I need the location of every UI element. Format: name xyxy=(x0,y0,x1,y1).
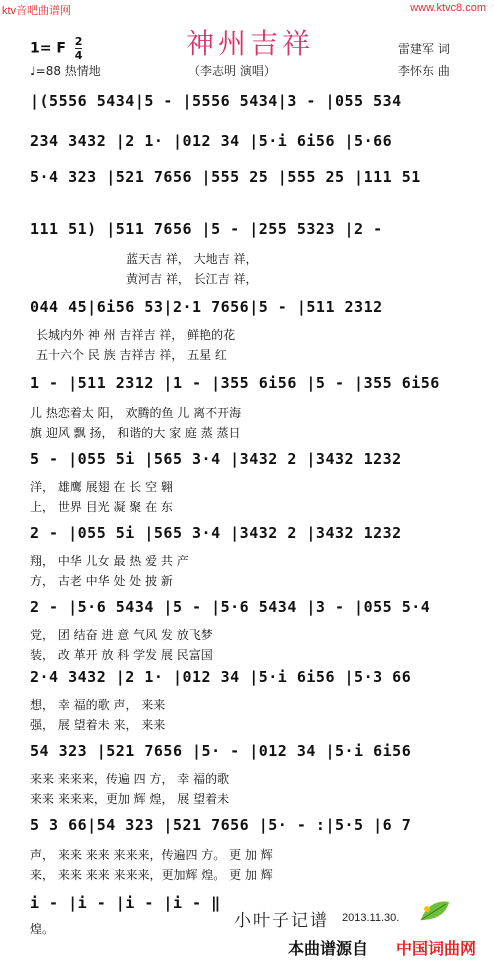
notation-line-2: 234 3432 |2 1· |012 34 |5·i 6i56 |5·66 xyxy=(30,132,393,150)
lyric-line-6: 旗 迎风 飘 扬， 和谐的大 家 庭 蒸 蒸日 xyxy=(30,426,241,440)
notation-line-7: 5 - |055 5i |565 3·4 |3432 2 |3432 1232 xyxy=(30,450,402,468)
lyric-line-18: 来， 来来 来来 来来来，更加辉 煌。 更 加 辉 xyxy=(30,868,273,882)
lyric-line-16: 来来 来来来，更加 辉 煌， 展 望着未 xyxy=(30,792,230,806)
notation-line-8: 2 - |055 5i |565 3·4 |3432 2 |3432 1232 xyxy=(30,524,402,542)
singer-credit: （李志明 演唱） xyxy=(188,64,276,78)
lyric-line-14: 强， 展 望着未 来， 来来 xyxy=(30,718,166,732)
notation-line-1: |(5556 5434|5 - |5556 5434|3 - |055 534 xyxy=(30,92,402,110)
lyric-line-1: 蓝天吉 祥， 大地吉 祥， xyxy=(126,252,258,266)
transcriber-signature: 小叶子记谱 xyxy=(234,911,329,931)
lyric-line-8: 上， 世界 目光 凝 聚 在 东 xyxy=(30,500,173,514)
notation-line-5: 044 45|6i56 53|2·1 7656|5 - |511 2312 xyxy=(30,298,383,316)
notation-line-3: 5·4 323 |521 7656 |555 25 |555 25 |111 51 xyxy=(30,168,421,186)
notation-line-4: 111 51) |511 7656 |5 - |255 5323 |2 - xyxy=(30,220,383,238)
notation-line-6: 1 - |511 2312 |1 - |355 6i56 |5 - |355 6i56 xyxy=(30,374,440,392)
time-signature xyxy=(75,36,83,61)
lyric-line-3: 长城内外 神 州 吉祥吉 祥， 鲜艳的花 xyxy=(36,328,236,342)
notation-line-12: 5 3 66|54 323 |521 7656 |5· - :|5·5 |6 7 xyxy=(30,816,412,834)
watermark-right: www.ktvc8.com xyxy=(410,2,486,14)
notation-line-11: 54 323 |521 7656 |5· - |012 34 |5·i 6i56 xyxy=(30,742,412,760)
lyric-line-12: 装， 改 革开 放 科 学发 展 民富国 xyxy=(30,648,213,662)
time-signature-top: 2 xyxy=(74,35,83,48)
notation-line-10: 2·4 3432 |2 1· |012 34 |5·i 6i56 |5·3 66 xyxy=(30,668,412,686)
key-text: 1= F xyxy=(30,40,66,57)
lyric-line-2: 黄河吉 祥， 长江吉 祥， xyxy=(126,272,258,286)
lyric-line-4: 五十六个 民 族 吉祥吉 祥， 五星 红 xyxy=(36,348,227,362)
notation-line-13: i - |i - |i - |i - ‖ xyxy=(30,894,221,912)
lyric-line-11: 党， 团 结奋 进 意 气风 发 放飞梦 xyxy=(30,628,213,642)
lyric-line-19: 煌。 xyxy=(30,922,55,936)
source-label: 本曲谱源自 xyxy=(288,939,369,958)
leaf-icon xyxy=(418,898,452,924)
lyric-line-5: 儿 热恋着太 阳， 欢腾的鱼 儿 离不开海 xyxy=(30,406,242,420)
lyric-line-9: 翔， 中华 儿女 最 热 爱 共 产 xyxy=(30,554,189,568)
lyric-line-15: 来来 来来来，传遍 四 方， 幸 福的歌 xyxy=(30,772,230,786)
time-signature-bottom: 4 xyxy=(74,49,83,62)
notation-line-9: 2 - |5·6 5434 |5 - |5·6 5434 |3 - |055 5·4 xyxy=(30,598,431,616)
watermark-left: ktv音吧曲谱网 xyxy=(2,5,72,17)
lyric-line-17: 声， 来来 来来 来来来，传遍四 方。 更 加 辉 xyxy=(30,848,273,862)
song-title: 神州吉祥 xyxy=(186,27,315,60)
composer-credit: 李怀东 曲 xyxy=(398,64,450,78)
lyricist-credit: 雷建军 词 xyxy=(398,42,450,56)
lyric-line-10: 方， 古老 中华 处 处 披 新 xyxy=(30,574,173,588)
tempo-marking: ♩=88 热情地 xyxy=(30,64,101,78)
source-site-link[interactable]: 中国词曲网 xyxy=(396,939,477,958)
transcription-date: 2013.11.30. xyxy=(342,912,400,924)
key-signature xyxy=(30,36,82,61)
lyric-line-7: 洋， 雄鹰 展翅 在 长 空 翱 xyxy=(30,480,173,494)
lyric-line-13: 想， 幸 福的歌 声， 来来 xyxy=(30,698,166,712)
